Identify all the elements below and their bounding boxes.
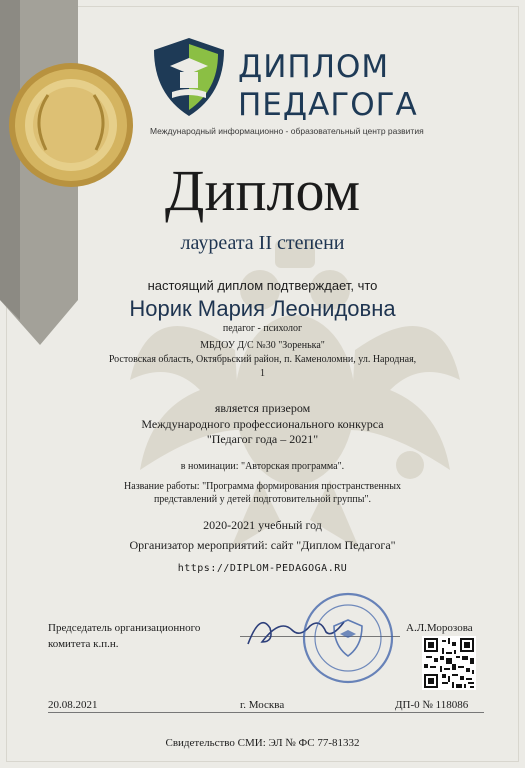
diploma-number: ДП-0 № 118086 — [395, 699, 469, 711]
work-title-line1: Название работы: "Программа формирования пространственных — [124, 481, 401, 492]
contest-name-line1: Международного профессионального конкурса — [141, 417, 384, 431]
diploma-degree: лауреата II степени — [180, 232, 345, 254]
issue-city: г. Москва — [240, 699, 285, 711]
logo-title-line2: ПЕДАГОГА — [238, 87, 418, 123]
website-url: https://DIPLOM-PEDAGOGA.RU — [177, 563, 348, 574]
chair-title-line1: Председатель организационного — [48, 622, 201, 634]
diploma-title: Диплом — [164, 158, 361, 223]
organizer: Организатор мероприятий: сайт "Диплом Педагога" — [129, 538, 396, 552]
logo-subtitle: Международный информационно - образовательный центр развития — [150, 126, 424, 136]
recipient-organization: МБДОУ Д/С №30 "Зоренька" — [200, 340, 325, 351]
blue-round-stamp — [300, 590, 396, 686]
issue-date: 20.08.2021 — [48, 699, 98, 711]
confirm-text: настоящий диплом подтверждает, что — [147, 278, 378, 293]
chair-title-line2: комитета к.п.н. — [48, 638, 119, 650]
recipient-address-line1: Ростовская область, Октябрьский район, п. Каменоломни, ул. Народная, — [108, 354, 417, 365]
school-year: 2020-2021 учебный год — [203, 518, 322, 532]
work-title-line2: представлений у детей подготовительной группы". — [153, 494, 372, 505]
qr-code — [422, 636, 476, 690]
recipient-address-line2: 1 — [260, 368, 265, 379]
signer-name: А.Л.Морозова — [406, 622, 473, 634]
media-certificate: Свидетельство СМИ: ЭЛ № ФС 77-81332 — [165, 737, 360, 749]
logo-title-line1: ДИПЛОМ — [238, 49, 390, 85]
nomination: в номинации: "Авторская программа". — [180, 461, 345, 472]
award-status: является призером — [214, 401, 311, 415]
contest-name-line2: "Педагог года – 2021" — [206, 432, 319, 446]
recipient-name: Норик Мария Леонидовна — [129, 296, 396, 321]
graduation-cap-shield-icon — [150, 36, 228, 118]
recipient-position: педагог - психолог — [222, 323, 303, 334]
